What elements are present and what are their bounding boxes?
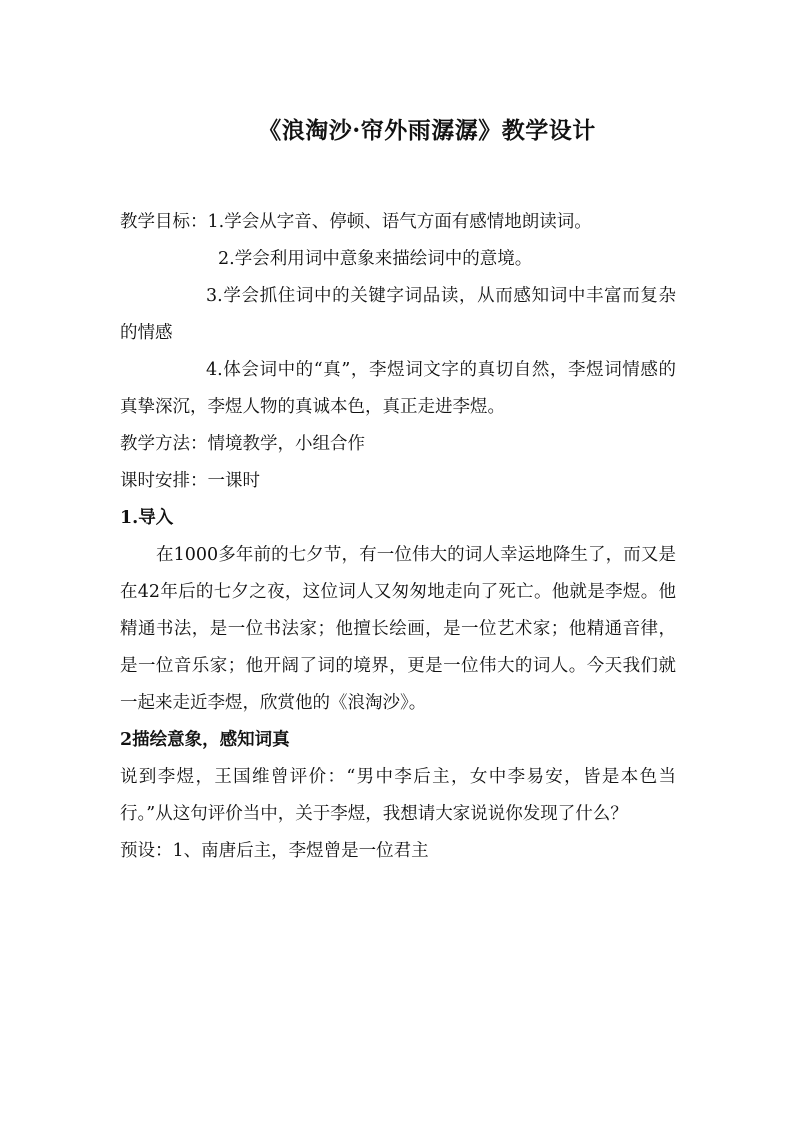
section-1-heading: 1.导入 [120,508,174,528]
document-body [120,204,676,870]
objective-3: 3.学会抓住词中的关键字词品读，从而感知词中丰富而复杂的情感 [120,286,676,343]
objective-4: 4.体会词中的“真”，李煜词文字的真切自然，李煜词情感的真挚深沉，李煜人物的真诚本色，真正走进李煜。 [120,360,676,417]
teaching-method: 教学方法：情境教学，小组合作 [120,434,365,454]
preset-answer: 预设：1、南唐后主，李煜曾是一位君主 [120,841,429,861]
section-2-heading: 2描绘意象，感知词真 [120,730,290,750]
document-title: 《浪淘沙·帘外雨潺潺》教学设计 [258,117,596,144]
objectives-label: 教学目标： [120,212,208,232]
class-schedule: 课时安排：一课时 [120,471,260,491]
objective-2: 2.学会利用词中意象来描绘词中的意境。 [218,249,533,269]
objective-text-1: 1.学会从字音、停顿、语气方面有感情地朗读词。 [207,212,592,232]
section-2-paragraph: 说到李煜，王国维曾评价：“男中李后主，女中李易安，皆是本色当行。”从这句评价当中，关于李煜，我想请大家说说你发现了什么？ [120,767,676,824]
objective-1 [120,204,676,241]
section-1-paragraph: 在1000多年前的七夕节，有一位伟大的词人幸运地降生了，而又是在42年后的七夕之夜，这位词人又匆匆地走向了死亡。他就是李煜。他精通书法，是一位书法家；他擅长绘画，是一位艺术家；他精通音律，是一位音乐家；他开阔了词的境界，更是一位伟大的词人。今天我们就一起来走近李煜，欣赏他的《浪淘沙》。 [120,545,676,713]
